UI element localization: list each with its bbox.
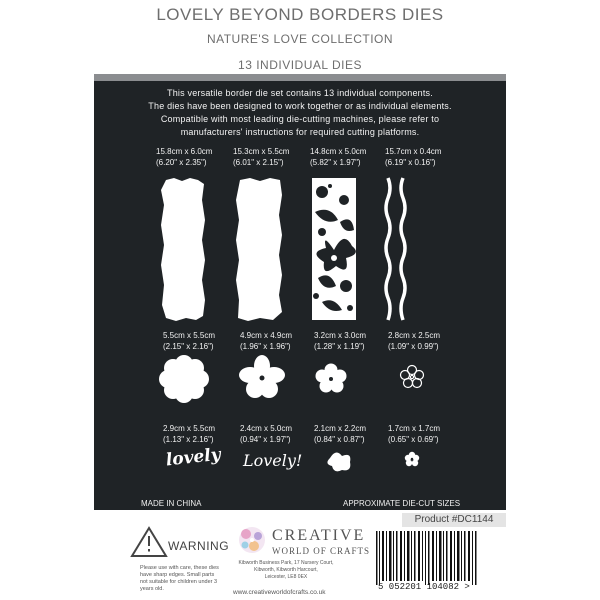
sizes-note: APPROXIMATE DIE-CUT SIZES	[343, 499, 461, 508]
brand-name: CREATIVE	[272, 527, 366, 544]
intro-line: The dies have been designed to work together or as individual elements.	[148, 101, 452, 111]
die-size-label: 5.5cm x 5.5cm (2.15" x 2.16")	[163, 331, 216, 351]
warning-triangle-icon	[132, 528, 166, 556]
leaf-die	[327, 452, 350, 471]
collection-name: NATURE'S LOVE COLLECTION	[206, 32, 394, 46]
thin-border-die	[401, 178, 405, 320]
brand-subtitle: WORLD OF CRAFTS	[272, 546, 371, 556]
warning-label: WARNING	[168, 539, 230, 553]
border-die-medium	[236, 178, 282, 321]
die-size-label: 14.8cm x 5.0cm (5.82" x 1.97")	[310, 147, 367, 167]
die-size-label: 2.8cm x 2.5cm (1.09" x 0.99")	[388, 331, 441, 351]
flower-die-large	[159, 355, 209, 403]
sentiment-die-large: Lovely!	[243, 451, 303, 470]
die-size-label: 15.7cm x 0.4cm (6.19" x 0.16")	[385, 147, 442, 167]
brand-address: Kibworth Business Park, 17 Nursery Court, Kibworth, Kibworth Harcourt, Leicester, LE8 0EX	[238, 560, 334, 580]
die-size-label: 2.4cm x 5.0cm (0.94" x 1.97")	[240, 424, 293, 444]
intro-line: manufacturers' instructions for required cutting platforms.	[180, 127, 420, 137]
warning-note: Please use with care, these dies have sharp edges. Small parts not suitable for children under 3 years old.	[140, 565, 219, 592]
barcode-icon	[376, 531, 477, 585]
die-size-label: 3.2cm x 3.0cm (1.28" x 1.19")	[314, 331, 367, 351]
thin-border-die	[386, 178, 390, 320]
intro-line: This versatile border die set contains 13 individual components.	[167, 88, 433, 98]
brand-logo-icon	[239, 527, 265, 553]
intro-line: Compatible with most leading die-cutting machines, please refer to	[160, 114, 440, 124]
sentiment-die-small: lovely	[164, 444, 222, 471]
die-size-label: 2.1cm x 2.2cm (0.84" x 0.87")	[314, 424, 367, 444]
brand-website: www.creativeworldofcrafts.co.uk	[233, 589, 326, 596]
die-size-label: 15.3cm x 5.5cm (6.01" x 2.15")	[233, 147, 290, 167]
outline-flower-die	[401, 366, 424, 388]
die-size-label: 2.9cm x 5.5cm (1.13" x 2.16")	[163, 424, 216, 444]
die-size-label: 15.8cm x 6.0cm (6.20" x 2.35")	[156, 147, 213, 167]
border-die-large	[161, 178, 205, 321]
die-size-label: 1.7cm x 1.7cm (0.65" x 0.69")	[388, 424, 441, 444]
die-count: 13 INDIVIDUAL DIES	[238, 58, 362, 72]
origin-label: MADE IN CHINA	[141, 499, 202, 508]
product-code: Product #DC1144	[402, 513, 506, 527]
die-size-label: 4.9cm x 4.9cm (1.96" x 1.96")	[240, 331, 293, 351]
barcode-number: 5 052201 104082 >	[378, 582, 470, 592]
product-title: LOVELY BEYOND BORDERS DIES	[156, 5, 444, 24]
